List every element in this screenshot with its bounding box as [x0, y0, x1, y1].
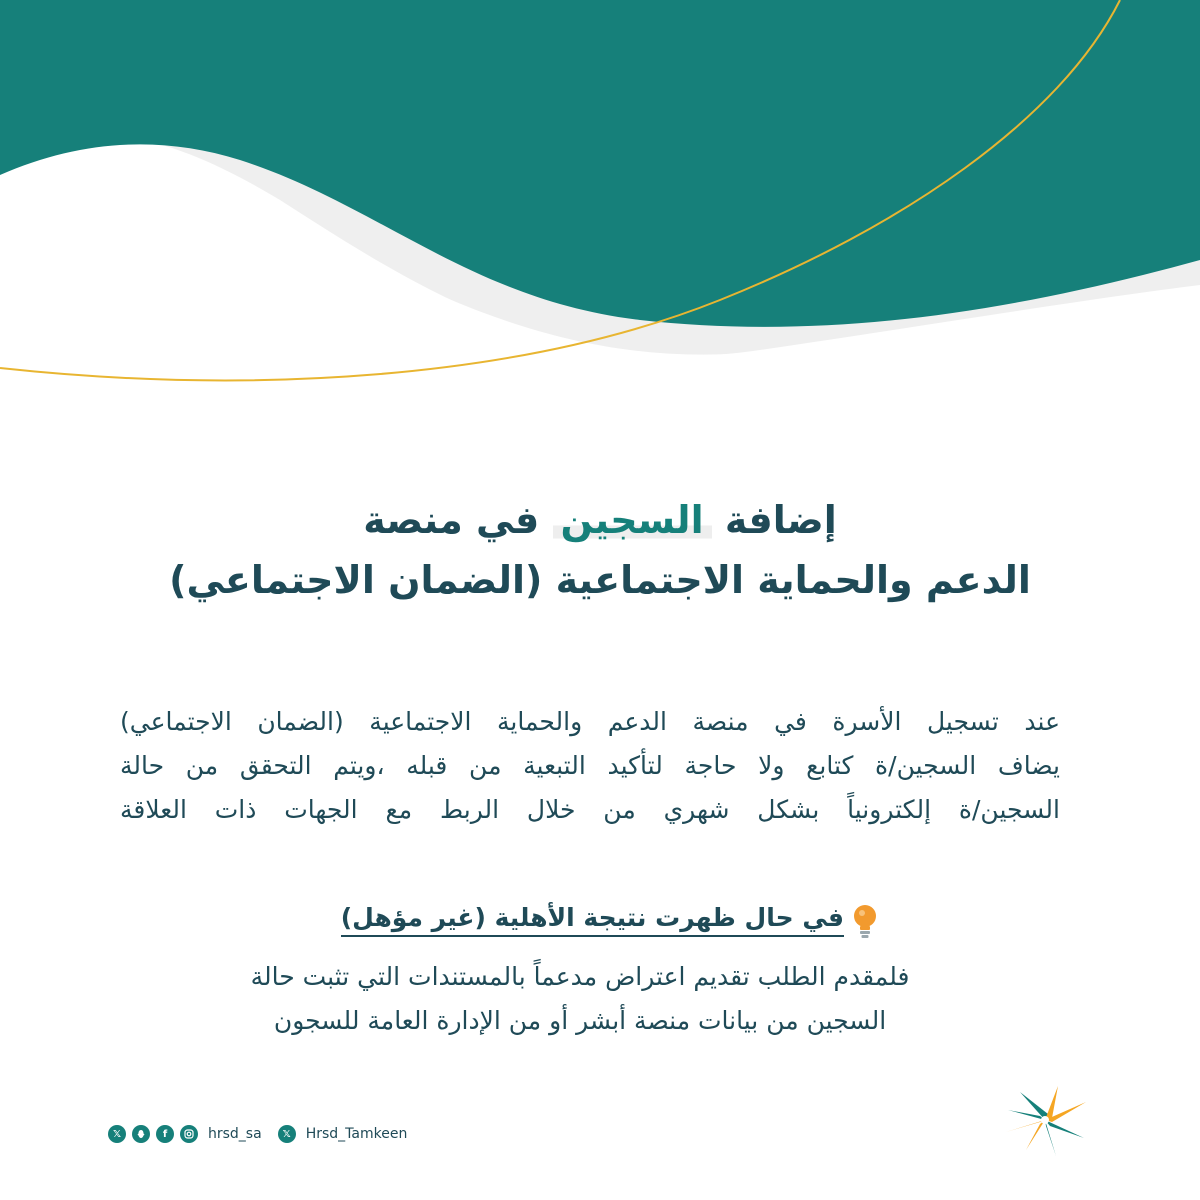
body-line-2: يضاف السجين/ة كتابع ولا حاجة لتأكيد التبعية من قبله ،ويتم التحقق من حالة	[120, 751, 1060, 780]
lightbulb-icon	[850, 902, 880, 940]
title-line-2: الدعم والحماية الاجتماعية (الضمان الاجتماعي)	[169, 558, 1031, 602]
header-wave-decoration	[0, 0, 1200, 420]
ministry-logo	[1000, 1080, 1090, 1160]
instagram-icon[interactable]	[180, 1125, 198, 1143]
note-heading	[325, 896, 880, 940]
handle-primary[interactable]: hrsd_sa	[208, 1126, 262, 1142]
x-icon[interactable]: 𝕏	[108, 1125, 126, 1143]
body-line-3: السجين/ة إلكترونياً بشكل شهري من خلال الربط مع الجهات ذات العلاقة	[120, 795, 1060, 824]
body-paragraph	[120, 700, 1060, 832]
note-line-1: فلمقدم الطلب تقديم اعتراض مدعماً بالمستندات التي تثبت حالة	[250, 962, 910, 991]
note-body	[200, 955, 960, 1043]
page-title	[0, 490, 1200, 610]
body-line-1: عند تسجيل الأسرة في منصة الدعم والحماية الاجتماعية (الضمان الاجتماعي)	[120, 707, 1060, 736]
handle-secondary[interactable]: Hrsd_Tamkeen	[305, 1126, 408, 1142]
title-word-add: إضافة	[724, 498, 837, 542]
note-heading-text: في حال ظهرت نتيجة الأهلية (غير مؤهل)	[341, 903, 844, 937]
title-word-platform: في منصة	[363, 498, 540, 542]
title-line-1	[0, 490, 1200, 550]
x-icon[interactable]: 𝕏	[278, 1125, 296, 1143]
note-line-2: السجين من بيانات منصة أبشر أو من الإدارة العامة للسجون	[273, 1006, 887, 1035]
title-highlight-prisoner: السجين	[553, 498, 712, 542]
social-links	[108, 1122, 417, 1146]
facebook-icon[interactable]: f	[156, 1125, 174, 1143]
snapchat-icon[interactable]	[132, 1125, 150, 1143]
